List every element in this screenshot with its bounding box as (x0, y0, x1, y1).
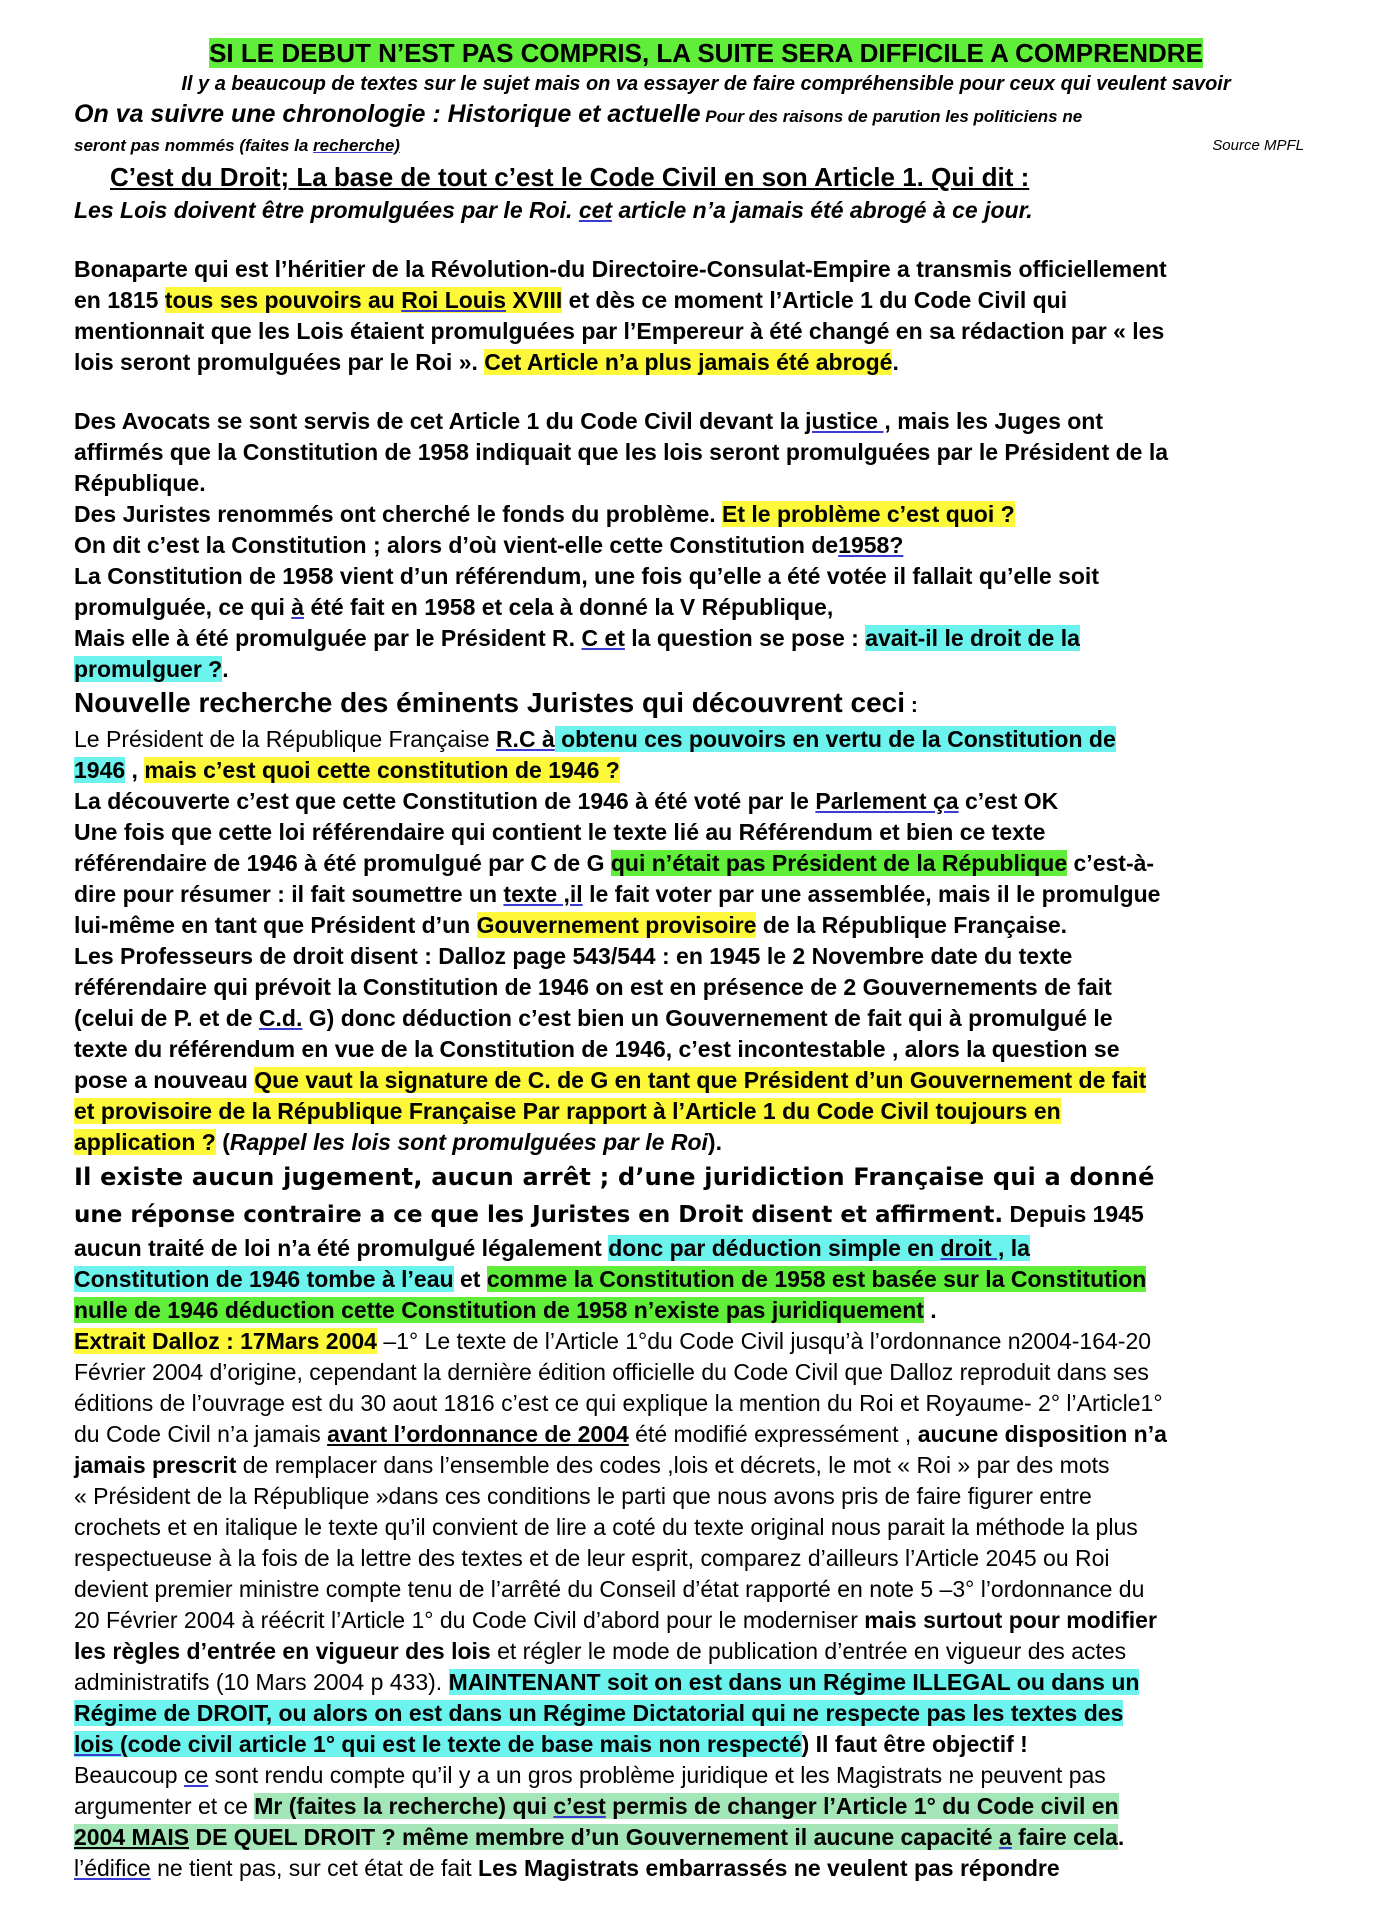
text-span: Les Professeurs de droit disent : Dalloz page 543/544 : en 1945 le 2 Novembre date du texte (74, 943, 1073, 969)
text-span: . (892, 349, 899, 375)
text-span: et dès ce moment l’Article 1 du Code Civil qui (562, 287, 1068, 313)
text-span: c’est-à- (1067, 850, 1155, 876)
text-span: mais c’est quoi cette constitution de 1946 ? (144, 757, 620, 783)
text-line (74, 1196, 1338, 1233)
text-line (74, 1698, 1338, 1729)
text-span: affirmés que la Constitution de 1958 indiquait que les lois seront promulguées par le Président de la (74, 439, 1169, 465)
text-span: G) donc déduction c’est bien un Gouvernement de fait qui à promulgué le (302, 1005, 1113, 1031)
text-span: application ? (74, 1129, 216, 1155)
text-span: seront pas nommés (faites la (74, 136, 314, 155)
text-span: ). (707, 1129, 722, 1155)
text-span: . (923, 1297, 937, 1323)
source-note: Source MPFL (1212, 137, 1304, 154)
text-span: mais les Juges ont (890, 408, 1104, 434)
text-line (74, 1326, 1338, 1357)
text-span: Mais elle à été promulguée par le Président R. (74, 625, 582, 651)
text-span: sont rendu compte qu’il y a un gros problème juridique et les Magistrats ne peuvent pas (208, 1762, 1106, 1788)
text-line (74, 879, 1338, 910)
text-line (74, 1065, 1338, 1096)
text-span: respectueuse à la fois de la lettre des textes et de leur esprit, comparez d’ailleurs l’Article 2045 ou Roi (74, 1545, 1110, 1571)
text-span: La Constitution de 1958 vient d’un référendum, une fois qu’elle a été votée il fallait qu’elle soit (74, 563, 1099, 589)
text-span: « Président de la République »dans ces conditions le parti que nous avons pris de faire figurer entre (74, 1483, 1092, 1509)
text-span: La base de tout c’est le Code Civil en son Article 1. Qui dit : (289, 162, 1030, 192)
document-page (74, 36, 1338, 1884)
text-line (74, 724, 1338, 755)
text-span: mentionnait que les Lois étaient promulguées par l’Empereur à été changé en sa rédaction par « les (74, 318, 1165, 344)
text-span: devient premier ministre compte tenu de l’arrêté du Conseil d’état rapporté en note 5 –3° l’ordonnance du (74, 1576, 1145, 1602)
text-span: de la République Française. (756, 912, 1068, 938)
text-span: ce (183, 1762, 209, 1788)
text-span: Le Président de la République Française (74, 726, 496, 752)
text-span: crochets et en italique le texte qu’il convient de lire a coté du texte original nous parait la méthode la plus (74, 1514, 1138, 1540)
text-span: C.d. (258, 1005, 303, 1031)
text-span: justice , (805, 408, 891, 434)
text-span: Et le problème c’est quoi ? (722, 501, 1015, 527)
paragraph-constitution-1946 (74, 724, 1338, 1158)
text-span: . (222, 656, 229, 682)
text-line (74, 347, 1338, 378)
text-span: obtenu ces pouvoirs en vertu de la Constitution de (554, 726, 1116, 752)
text-span: (celui de P. et de (74, 1005, 259, 1031)
text-span: Il existe aucun jugement, aucun arrêt ; d’une juridiction Française qui a donné (74, 1163, 1155, 1191)
text-span: aucune disposition n’a (917, 1421, 1167, 1447)
text-span: code civil article 1° qui est le texte de base mais non respecté (127, 1731, 802, 1757)
text-span: texte du référendum en vue de la Constitution de 1946, c’est incontestable , alors la question se (74, 1036, 1120, 1062)
text-span: comme la Constitution de 1958 est basée sur la Constitution (486, 1266, 1147, 1292)
text-span: Bonaparte qui est l’héritier de la Révolution-du Directoire-Consulat-Empire a transmis officiellement (74, 256, 1167, 282)
text-span: Les Lois doivent être promulguées par le Roi. (74, 197, 579, 223)
intro-line-1 (74, 98, 1338, 133)
text-span: la (1004, 1235, 1030, 1261)
text-line (74, 1853, 1338, 1884)
text-span: ne tient pas, sur cet état de fait (150, 1855, 479, 1881)
text-span: C’est du (110, 162, 220, 192)
text-span: 1958? (838, 532, 904, 558)
main-heading (74, 159, 1338, 195)
text-span: Des Juristes renommés ont cherché le fonds du problème. (74, 501, 723, 527)
text-span: a (998, 1824, 1012, 1850)
text-span: Extrait Dalloz : 17Mars 2004 (74, 1328, 377, 1354)
intro-line-2 (74, 133, 1338, 159)
text-span: Des Avocats se sont servis de cet Article 1 du Code Civil devant la (74, 408, 806, 434)
text-span: Gouvernement provisoire (476, 912, 757, 938)
text-span: Depuis 1945 (1003, 1201, 1144, 1227)
text-span: la question se pose : (624, 625, 866, 651)
text-span: permis de changer l’Article 1° du Code civil en (605, 1793, 1119, 1819)
text-line (74, 1822, 1338, 1853)
text-span: Février 2004 d’origine, cependant la dernière édition officielle du Code Civil que Dalloz reproduit dans ses (74, 1359, 1149, 1385)
text-span: été fait en 1958 et cela à donné la V République, (304, 594, 834, 620)
text-span: pose a nouveau (74, 1067, 255, 1093)
lois-line (74, 195, 1338, 226)
text-span: administratifs (10 Mars 2004 p 433). (74, 1669, 449, 1695)
text-line (74, 654, 1338, 685)
document-subtitle: Il y a beaucoup de textes sur le sujet mais on va essayer de faire compréhensible pour ceux qui veulent savoir (181, 73, 1231, 95)
text-span: Rappel les lois sont promulguées par le Roi (229, 1129, 708, 1155)
text-span: argumenter et ce (74, 1793, 255, 1819)
text-span: et provisoire de la République Française Par rapport à l’Article 1 du Code Civil toujours en (74, 1098, 1061, 1124)
text-span: et (453, 1266, 487, 1292)
text-line (74, 755, 1338, 786)
text-span: Cet Article n’a plus jamais été abrogé (484, 349, 893, 375)
text-span: Roi Louis (401, 287, 507, 313)
text-span: Constitution de 1946 tombe à l’eau (74, 1266, 454, 1292)
text-span: droit , (940, 1235, 1005, 1261)
text-span: Régime de DROIT, ou alors on est dans un Régime Dictatorial qui ne respecte pas les textes des (74, 1700, 1124, 1726)
text-line (74, 1760, 1338, 1791)
text-line (74, 786, 1338, 817)
text-span: le fait voter par une assemblée, mais il le promulgue (582, 881, 1161, 907)
text-line (74, 285, 1338, 316)
text-span: donc par déduction simple en (608, 1235, 941, 1261)
text-span: SI LE DEBUT N’EST PAS COMPRIS, LA SUITE SERA DIFFICILE A COMPRENDRE (209, 38, 1203, 68)
text-line (74, 910, 1338, 941)
text-span: avant l’ordonnance de 2004 (327, 1421, 629, 1447)
text-line (74, 592, 1338, 623)
text-span: du Code Civil n’a jamais (74, 1421, 328, 1447)
text-line (74, 1127, 1338, 1158)
text-span: On va suivre une chronologie : Historique et actuelle (74, 100, 701, 128)
text-span: lui-même en tant que Président d’un (74, 912, 477, 938)
recherche-link[interactable]: recherche) (313, 136, 400, 155)
text-span: une réponse contraire a ce que les Juristes en Droit disent et affirment. (74, 1202, 1004, 1228)
text-span: texte ,il (503, 881, 583, 907)
text-span: promulguée, ce qui (74, 594, 292, 620)
text-span: aucun traité de loi n’a été promulgué légalement (74, 1235, 609, 1261)
text-line (74, 1295, 1338, 1326)
text-line (74, 1605, 1338, 1636)
text-span: Les Magistrats embarrassés ne veulent pas répondre (478, 1855, 1060, 1881)
text-span: . (1117, 1824, 1125, 1850)
text-line (74, 1233, 1338, 1264)
text-line (74, 1419, 1338, 1450)
text-span: avait-il le droit de la (865, 625, 1080, 651)
paragraph-bonaparte (74, 254, 1338, 378)
text-span: On dit c’est la Constitution ; alors d’où vient-elle cette Constitution de (74, 532, 839, 558)
text-span: Nouvelle recherche des éminents Juristes qui découvrent ceci (74, 687, 905, 718)
text-span: XVIII (506, 287, 563, 313)
text-span: mais surtout pour modifier (864, 1607, 1157, 1633)
text-span: dire pour résumer : il fait soumettre un (74, 881, 504, 907)
text-span: 20 Février 2004 à réécrit l’Article 1° du Code Civil d’abord pour le moderniser (74, 1607, 865, 1633)
text-line (74, 1667, 1338, 1698)
text-span: article n’a jamais été abrogé à ce jour. (612, 197, 1033, 223)
text-span: , (125, 757, 145, 783)
text-span: de remplacer dans l’ensemble des codes ,lois et décrets, le mot « Roi » par des mots (236, 1452, 1110, 1478)
text-span: les règles d’entrée en vigueur des lois (74, 1638, 491, 1664)
text-span: Une fois que cette loi référendaire qui contient le texte lié au Référendum et bien ce texte (74, 819, 1046, 845)
paragraph-jugement (74, 1158, 1338, 1326)
text-span: Droit; (219, 162, 290, 192)
text-span: Pour des raisons de parution les politiciens ne (700, 107, 1083, 126)
text-span: l’édifice (74, 1855, 151, 1881)
text-span: Que vaut la signature de C. de G en tant que Président d’un Gouvernement de fait (254, 1067, 1147, 1093)
text-span: ( (215, 1129, 230, 1155)
text-span: qui n’était pas Président de la République (610, 850, 1068, 876)
text-span: en 1815 (74, 287, 165, 313)
text-line (74, 1003, 1338, 1034)
text-span: : (905, 694, 918, 717)
text-line (74, 1450, 1338, 1481)
nouvelle-heading (74, 685, 1338, 724)
text-span: promulguer ? (74, 656, 223, 682)
document-title (74, 36, 1338, 70)
text-span: et régler le mode de publication d’entrée en vigueur des actes (490, 1638, 1127, 1664)
text-span: référendaire qui prévoit la Constitution de 1946 on est en présence de 2 Gouvernements de fait (74, 974, 1112, 1000)
text-span: Mr (faites la recherche) qui (254, 1793, 554, 1819)
text-line (74, 499, 1338, 530)
text-span: Parlement ça (815, 788, 959, 814)
text-span: République. (74, 470, 206, 496)
text-span: lois seront promulguées par le Roi ». (74, 349, 485, 375)
text-span: éditions de l’ouvrage est du 30 aout 1816 c’est ce qui explique la mention du Roi et Royaume- 2° l’Article1° (74, 1390, 1163, 1416)
text-span: 2004 MAIS (74, 1824, 190, 1850)
text-span: tous ses pouvoirs au (164, 287, 402, 313)
text-span: Beaucoup (74, 1762, 184, 1788)
paragraph-dalloz (74, 1326, 1338, 1884)
text-line (74, 1729, 1338, 1760)
text-span: jamais prescrit (74, 1452, 237, 1478)
text-span: R.C à (495, 726, 555, 752)
text-span: référendaire de 1946 à été promulgué par C de G (74, 850, 611, 876)
text-line (74, 1096, 1338, 1127)
text-span: C et (581, 625, 625, 651)
text-span: –1° Le texte de l’Article 1°du Code Civil jusqu’à l’ordonnance n2004-164-20 (376, 1328, 1152, 1354)
text-line (74, 1264, 1338, 1295)
text-line (74, 848, 1338, 879)
text-span: MAINTENANT soit on est dans un Régime ILLEGAL ou dans un (448, 1669, 1140, 1695)
text-span: été modifié expressément , (628, 1421, 918, 1447)
text-span: La découverte c’est que cette Constitution de 1946 à été voté par le (74, 788, 816, 814)
text-span: cet (578, 197, 613, 223)
text-line (74, 1791, 1338, 1822)
text-line (74, 530, 1338, 561)
text-span: DE QUEL DROIT ? même membre d’un Gouvernement il aucune capacité (189, 1824, 999, 1850)
text-span: ) Il faut être objectif ! (801, 1731, 1028, 1757)
text-span: faire cela (1011, 1824, 1118, 1850)
paragraph-avocats (74, 406, 1338, 685)
text-line (74, 1636, 1338, 1667)
text-span: à (291, 594, 305, 620)
text-line (74, 406, 1338, 437)
text-span: lois ( (74, 1731, 128, 1757)
text-span: c’est (553, 1793, 606, 1819)
text-span: nulle de 1946 déduction cette Constitution de 1958 n’existe pas juridiquement (74, 1297, 924, 1323)
text-span: 1946 (74, 757, 126, 783)
text-span: c’est OK (958, 788, 1059, 814)
text-line (74, 623, 1338, 654)
